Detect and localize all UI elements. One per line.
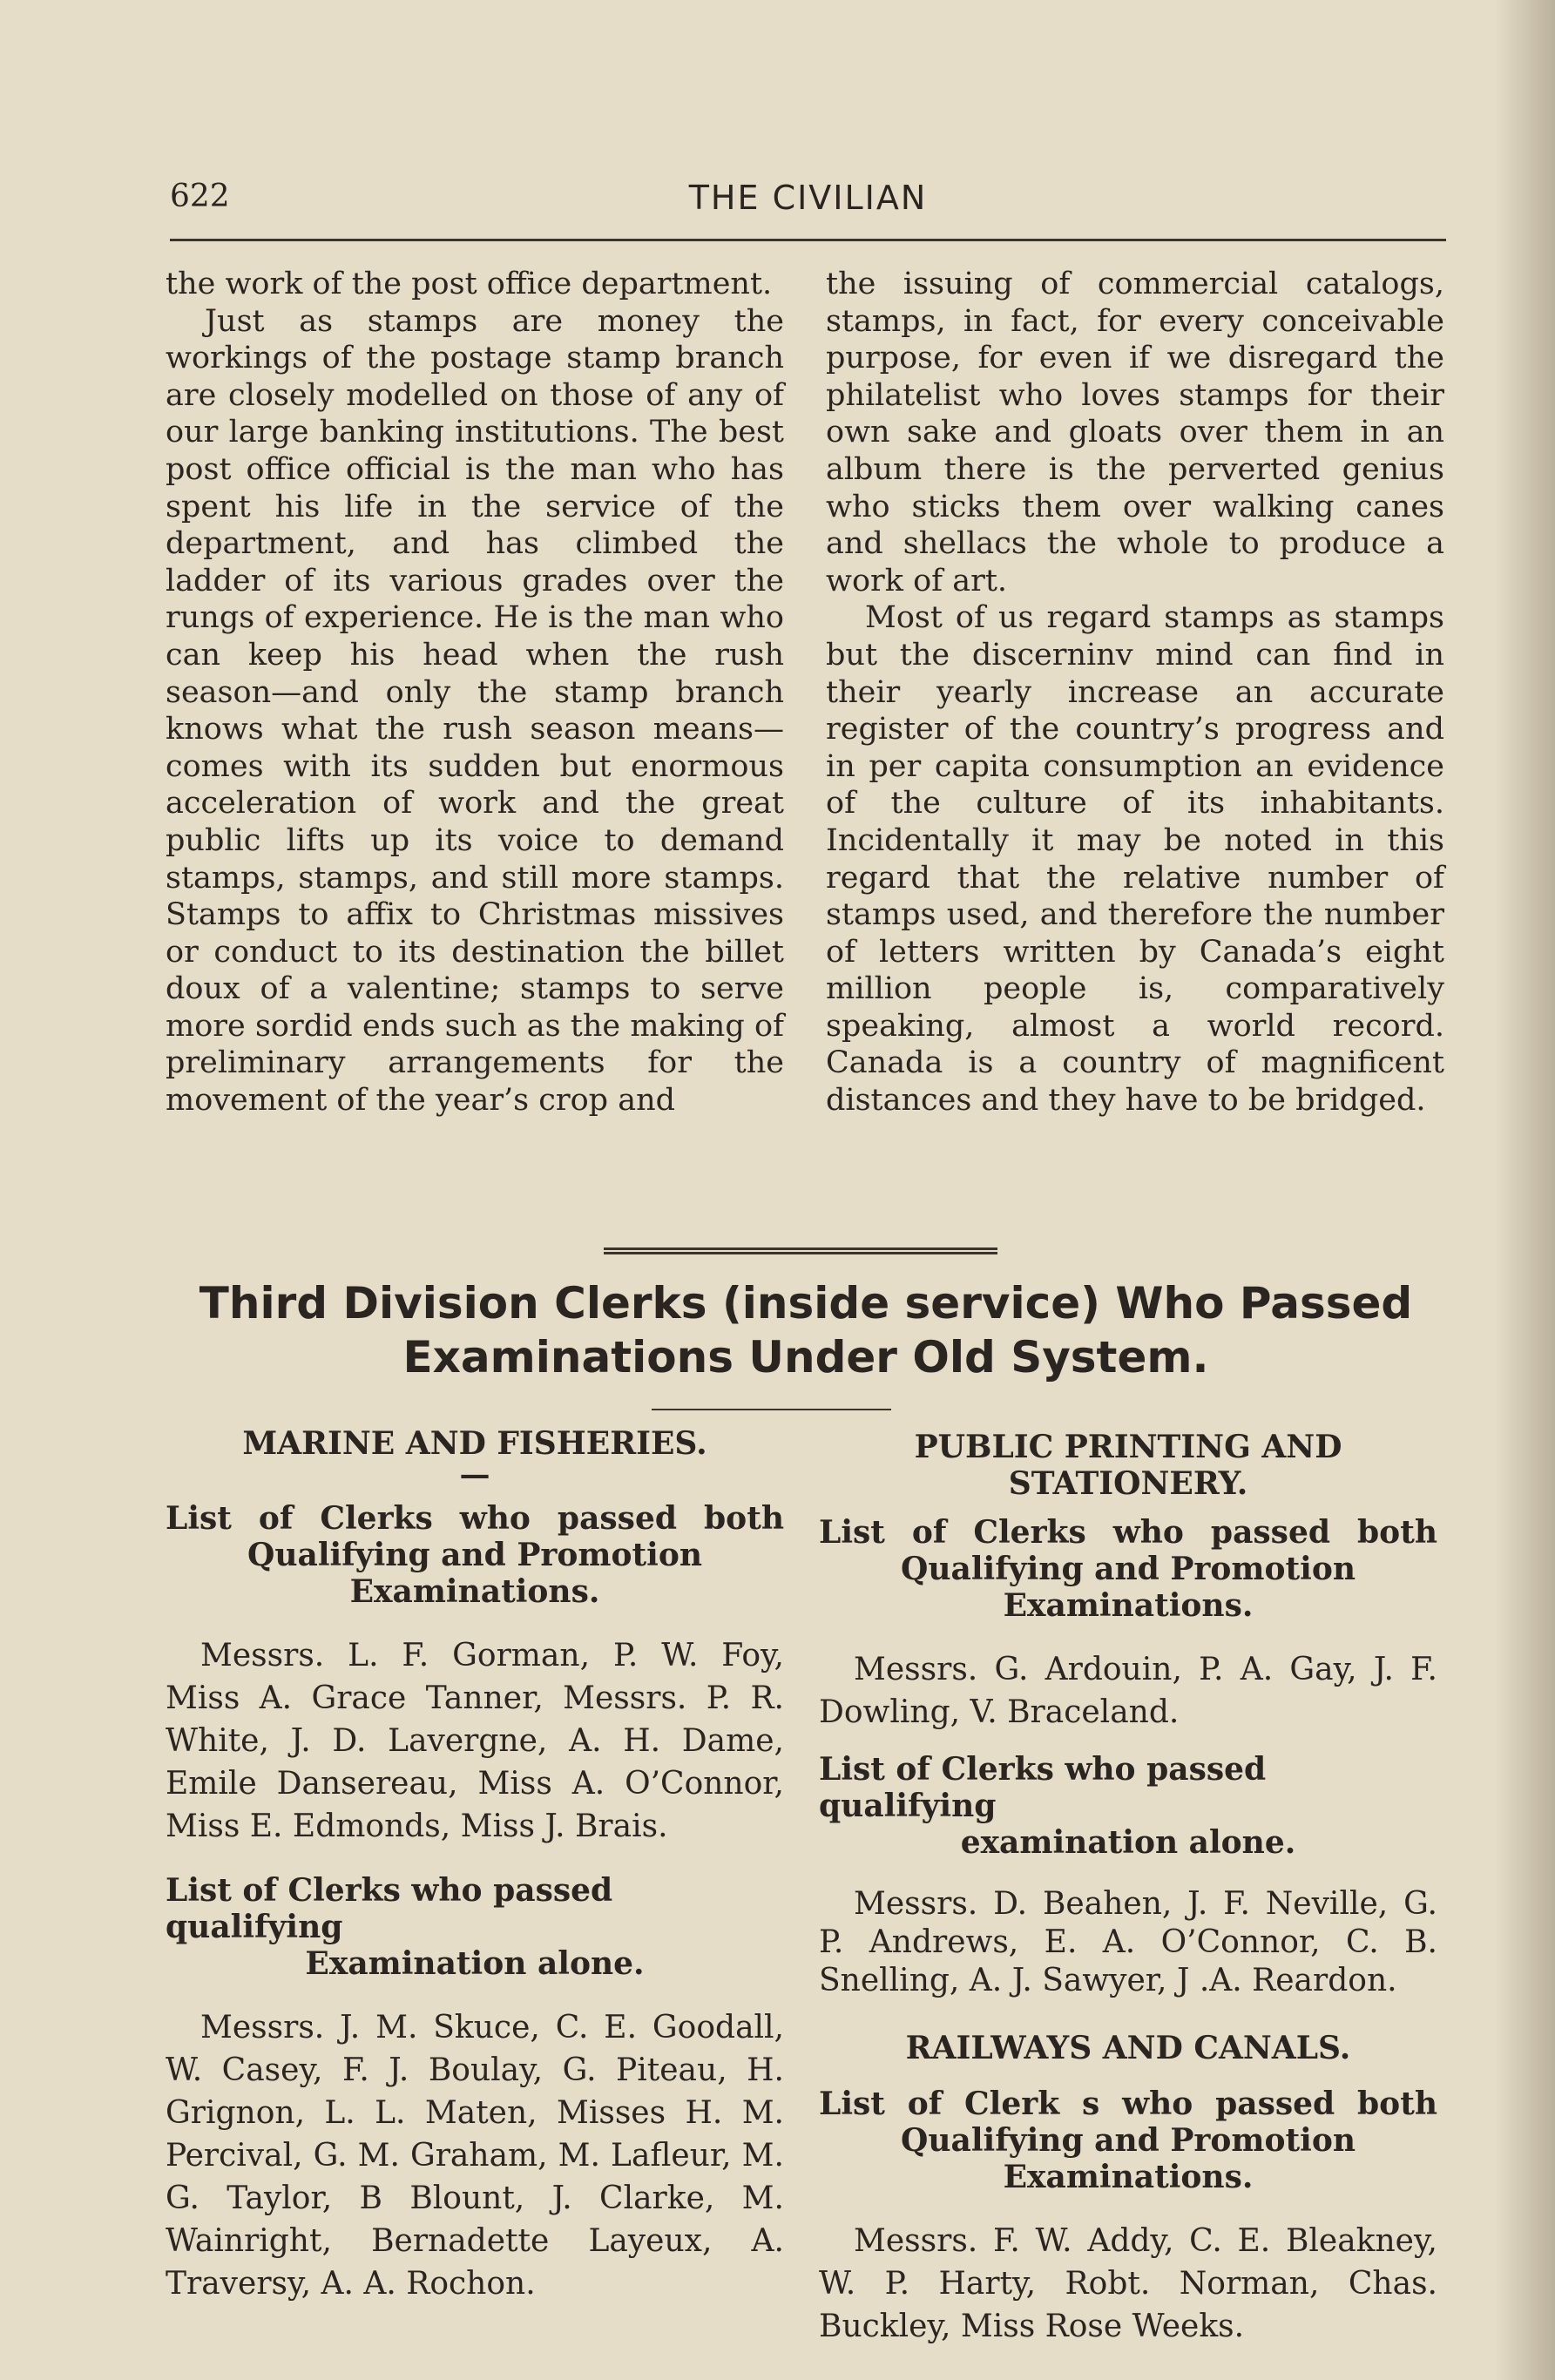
list-heading-line: List of Clerks who passed both: [819, 1514, 1437, 1551]
clerk-names: Messrs. J. M. Skuce, C. E. Goodall, W. Casey, F. J. Boulay, G. Piteau, H. Grignon, L. L. Maten, Misses H. M. Percival, G. M. Graham, M. Lafleur, M. G. Taylor, B Blount, J. Clarke, M. Wainright, Bernadette Layeux, A. Traversy, A. A. Rochon.: [166, 2010, 784, 2302]
list-heading-line: List of Clerks who passed qualifying: [819, 1751, 1267, 1824]
article-right-column: [826, 266, 1444, 1119]
heading-dash: —: [459, 1457, 490, 1492]
clerk-names: Messrs. F. W. Addy, C. E. Bleakney, W. P. Harty, Robt. Norman, Chas. Buckley, Miss Rose Weeks.: [819, 2223, 1437, 2344]
department-heading: RAILWAYS AND CANALS.: [905, 2030, 1351, 2066]
list-heading-line: Qualifying and Promotion: [900, 1551, 1356, 1587]
clerk-names: Messrs. L. F. Gorman, P. W. Foy, Miss A. Grace Tanner, Messrs. P. R. White, J. D. Lavergne, A. H. Dame, Emile Dansereau, Miss A. O’Connor, Miss E. Edmonds, Miss J. Brais.: [166, 1638, 784, 1844]
list-heading-line: Examinations.: [1003, 1587, 1254, 1624]
list-heading: [819, 2086, 1437, 2122]
list-heading-line: Examination alone.: [305, 1945, 645, 1982]
page-number: 622: [170, 179, 230, 214]
article-paragraph: the work of the post office department.: [166, 267, 773, 301]
section-title: [166, 1276, 1446, 1384]
list-heading-line: Qualifying and Promotion: [900, 2122, 1356, 2159]
department-heading: MARINE AND FISHERIES.: [242, 1425, 707, 1462]
list-heading-line: Examinations.: [1003, 2159, 1254, 2195]
printing-stationery-section: [819, 1429, 1437, 2348]
section-title-line: Third Division Clerks (inside service) Who Passed: [199, 1278, 1413, 1329]
list-heading-line: List of Clerks who passed qualifying: [166, 1872, 613, 1945]
article-left-column: [166, 266, 784, 1119]
clerk-names: Messrs. G. Ardouin, P. A. Gay, J. F. Dowling, V. Braceland.: [819, 1652, 1437, 1730]
section-title-line: Examinations Under Old System.: [402, 1332, 1209, 1383]
list-heading: [166, 1500, 784, 1537]
list-heading: [819, 1514, 1437, 1551]
article-paragraph: Just as stamps are money the workings of the postage stamp branch are closely modelled on those of any of our large banking institutions. The best post office official is the man who has spent his life in the service of the department, and has climbed the ladder of its various grades over the rungs of experience. He is the man who can keep his head when the rush season—and only the stamp branch knows what the rush season means—comes with its sudden but enormous acceleration of work and the great public lifts up its voice to demand stamps, stamps, and still more stamps. Stamps to affix to Christmas missives or conduct to its destination the billet doux of a valentine; stamps to serve more sordid ends such as the making of preliminary arrangements for the movement of the year’s crop and: [166, 303, 784, 1119]
department-heading-line: STATIONERY.: [1008, 1465, 1248, 1502]
page-edge-shadow: [1494, 0, 1555, 2380]
section-divider: [604, 1247, 997, 1254]
header-rule: [170, 239, 1446, 241]
title-underline: [652, 1409, 891, 1410]
running-title: THE CIVILIAN: [688, 179, 928, 217]
list-heading-line: List of Clerk s who passed both: [819, 2086, 1437, 2122]
list-heading-line: examination alone.: [960, 1824, 1296, 1861]
page-header: [170, 179, 1446, 231]
article-paragraph: Most of us regard stamps as stamps but the discerninv mind can find in their yearly increase an accurate register of the country’s progress and in per capita consumption an evidence of the culture of its inhabitants. Incidentally it may be noted in this regard that the relative number of stamps used, and therefore the number of letters written by Canada’s eight million people is, comparatively speaking, almost a world record. Canada is a country of magnificent distances and they have to be bridged.: [826, 600, 1444, 1119]
list-heading-line: List of Clerks who passed both: [166, 1500, 784, 1537]
department-heading-line: PUBLIC PRINTING AND: [914, 1429, 1342, 1465]
list-heading-line: Qualifying and Promotion: [247, 1537, 703, 1573]
marine-fisheries-section: [166, 1425, 784, 2305]
article-paragraph: the issuing of commercial catalogs, stamps, in fact, for every conceivable purpose, for even if we disregard the philatelist who loves stamps for their own sake and gloats over them in an album there is the perverted genius who sticks them over walking canes and shellacs the whole to produce a work of art.: [826, 267, 1444, 598]
list-heading-line: Examinations.: [349, 1573, 600, 1610]
clerk-names: Messrs. D. Beahen, J. F. Neville, G. P. Andrews, E. A. O’Connor, C. B. Snelling, A. J. Sawyer, J .A. Reardon.: [819, 1886, 1437, 1998]
